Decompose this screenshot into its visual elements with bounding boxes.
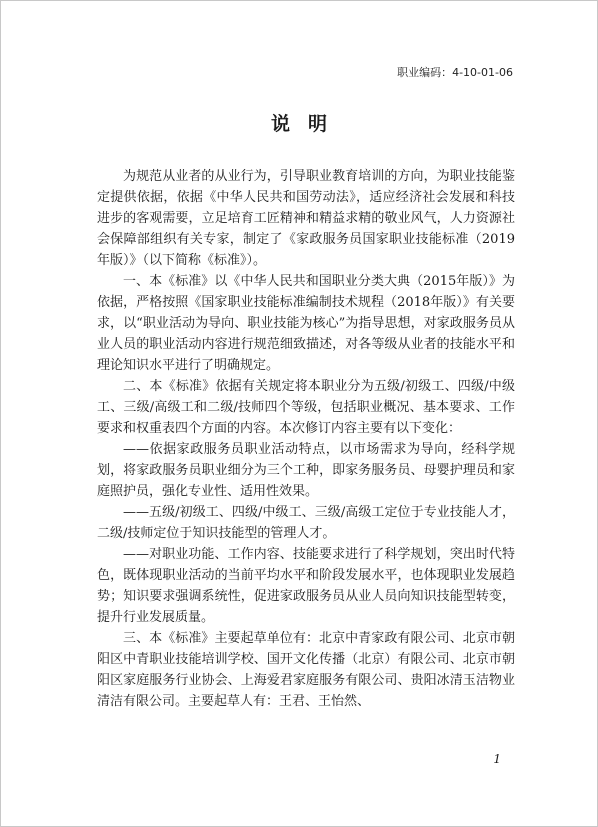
page-title: 说明 xyxy=(270,113,345,135)
occupation-code: 职业编码：4-10-01-06 xyxy=(397,66,513,79)
paragraph-2-item-1: ——依据家政服务员职业活动特点，以市场需求为导向，经科学规划，将家政服务员职业细分为三个工种，即家务服务员、母婴护理员和家庭照护员，强化专业性、适用性效果。 xyxy=(97,442,515,499)
paragraph-2: 二、本《标准》依据有关规定将本职业分为五级/初级工、四级/中级工、三级/高级工和二级/技师四个等级，包括职业概况、基本要求、工作要求和权重表四个方面的内容。本次修订内容主要有以下变化： xyxy=(97,379,515,436)
paragraph-3: 三、本《标准》主要起草单位有：北京中青家政有限公司、北京市朝阳区中青职业技能培训学校、国开文化传播（北京）有限公司、北京市朝阳区家庭服务行业协会、上海爱君家庭服务有限公司、贵阳冰清玉洁物业清洁有限公司。主要起草人有：王君、王怡然、 xyxy=(97,631,515,709)
paragraph-2-item-3: ——对职业功能、工作内容、技能要求进行了科学规划，突出时代特色，既体现职业活动的当前平均水平和阶段发展水平，也体现职业发展趋势；知识要求强调系统性，促进家政服务员从业人员向知识技能型转变，提升行业发展质量。 xyxy=(97,547,515,625)
page-number: 1 xyxy=(493,752,501,766)
paragraph-intro: 为规范从业者的从业行为，引导职业教育培训的方向，为职业技能鉴定提供依据，依据《中华人民共和国劳动法》，适应经济社会发展和科技进步的客观需要，立足培育工匠精神和精益求精的敬业风气，人力资源社会保障部组织有关专家，制定了《家政服务员国家职业技能标准（2019年版）》（以下简称《标准》）。 xyxy=(97,169,515,268)
paragraph-2-item-2: ——五级/初级工、四级/中级工、三级/高级工定位于专业技能人才，二级/技师定位于知识技能型的管理人才。 xyxy=(97,505,515,541)
document-body xyxy=(97,166,515,712)
paragraph-1: 一、本《标准》以《中华人民共和国职业分类大典（2015年版）》为依据，严格按照《国家职业技能标准编制技术规程（2018年版）》有关要求，以“职业活动为导向、职业技能为核心”为指导思想，对家政服务员从业人员的职业活动内容进行规范细致描述，对各等级从业者的技能水平和理论知识水平进行了明确规定。 xyxy=(97,274,515,373)
